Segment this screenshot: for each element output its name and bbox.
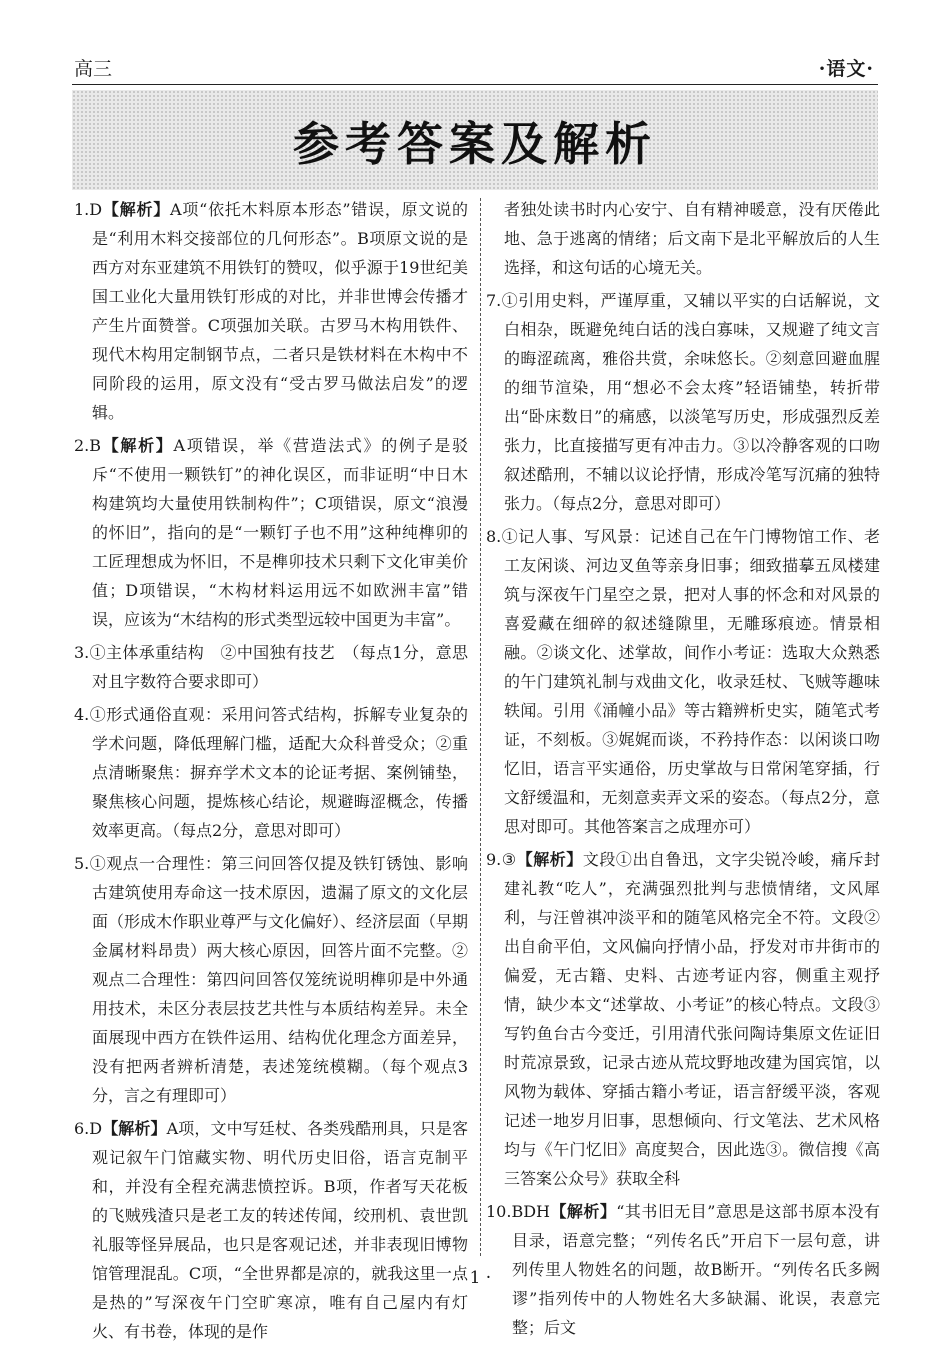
answer-choice: D	[89, 1119, 103, 1138]
answer-item	[74, 638, 468, 696]
answer-text: A项错误，举《营造法式》的例子是驳斥“不使用一颗铁钉”的神化误区，而非证明“中日木构建筑均大量使用铁制构件”；C项错误，原文“浪漫的怀旧”，指向的是“一颗钉子也不用”这种纯榫卯的工匠理想成为怀旧，不是榫卯技术只剩下文化审美价值；D项错误，“木构材料运用远不如欧洲丰富”错误，应该为“木结构的形式类型远较中国更为丰富”。	[92, 436, 468, 629]
answer-number: 3.	[74, 643, 90, 662]
answer-number: 1.	[74, 200, 90, 219]
answer-item	[486, 522, 880, 841]
answer-item	[486, 195, 880, 282]
answer-number: 6.	[74, 1119, 90, 1138]
answer-item	[74, 431, 468, 634]
analysis-tag: 【解析】	[550, 1202, 617, 1221]
answer-number: 10.	[486, 1202, 512, 1221]
right-column	[486, 195, 880, 1337]
subject-label: ·语文·	[818, 58, 874, 80]
answer-text: ①引用史料，严谨厚重，又辅以平实的白话解说，文白相杂，既避免纯白话的浅白寡味，又规避了纯文言的晦涩疏离，雅俗共赏，余味悠长。②刻意回避血腥的细节渲染，用“想必不会太疼”轻语铺垫，转折带出“卧床数日”的痛感，以淡笔写历史，形成强烈反差张力，比直接描写更有冲击力。③以冷静客观的口吻叙述酷刑，不辅以议论抒情，形成冷笔写沉痛的独特张力。（每点2分，意思对即可）	[501, 291, 880, 513]
answer-item	[486, 286, 880, 518]
answer-text: “其书旧无目”意思是这部书原本没有目录，语意完整；“列传名氏”开启下一层句意，讲列传里人物姓名的问题，故B断开。“列传名氏多阙谬”指列传中的人物姓名大多缺漏、讹误，表意完整；后文	[512, 1202, 880, 1337]
grade-label: 高三	[74, 58, 113, 80]
left-column	[74, 195, 469, 1341]
page-title: 参考答案及解析	[293, 117, 657, 171]
page-number: · 1 ·	[458, 1268, 492, 1288]
answer-item	[74, 1114, 468, 1346]
answer-number: 7.	[486, 291, 502, 310]
column-divider	[480, 198, 481, 1256]
answer-text: ①观点一合理性：第三问回答仅提及铁钉锈蚀、影响古建筑使用寿命这一技术原因，遗漏了原文的文化层面（形成木作职业尊严与文化偏好）、经济层面（早期金属材料昂贵）两大核心原因，回答片面不完整。②观点二合理性：第四问回答仅笼统说明榫卯是中外通用技术，未区分表层技艺共性与本质结构差异。未全面展现中西方在铁件运用、结构优化理念方面差异，没有把两者辨析清楚，表述笼统模糊。（每个观点3分，言之有理即可）	[89, 854, 469, 1105]
analysis-tag: 【解析】	[101, 436, 174, 455]
answer-text: 者独处读书时内心安宁、自有精神暖意，没有厌倦此地、急于逃离的情绪；后文南下是北平解放后的人生选择，和这句话的心境无关。	[504, 200, 880, 277]
answer-text: 文段①出自鲁迅，文字尖锐冷峻，痛斥封建礼教“吃人”，充满强烈批判与悲愤情绪，文风犀利，与汪曾祺冲淡平和的随笔风格完全不符。文段②出自俞平伯，文风偏向抒情小品，抒发对市井街市的偏爱，无古籍、史料、古迹考证内容，侧重主观抒情，缺少本文“述掌故、小考证”的核心特点。文段③写钓鱼台古今变迁，引用清代张问陶诗集原文佐证旧时荒凉景致，记录古迹从荒坟野地改建为国宾馆，以风物为载体、穿插古籍小考证，语言舒缓平淡，客观记述一地岁月旧事，思想倾向、行文笔法、艺术风格均与《午门忆旧》高度契合，因此选③。微信搜《高三答案公众号》获取全科	[504, 850, 880, 1188]
answer-choice: B	[89, 436, 102, 455]
title-banner	[72, 90, 878, 190]
answer-text: ①形式通俗直观：采用问答式结构，拆解专业复杂的学术问题，降低理解门槛，适配大众科普受众；②重点清晰聚焦：摒弃学术文本的论证考据、案例铺垫，聚焦核心问题，提炼核心结论，规避晦涩概念，传播效率更高。（每点2分，意思对即可）	[89, 705, 468, 840]
answer-item	[486, 845, 880, 1193]
answer-item	[74, 849, 468, 1110]
answer-choice: ③	[501, 850, 517, 869]
answer-number: 9.	[486, 850, 502, 869]
answer-number: 4.	[74, 705, 90, 724]
analysis-tag: 【解析】	[102, 1119, 167, 1138]
analysis-tag: 【解析】	[516, 850, 583, 869]
answer-item	[74, 700, 468, 845]
answer-choice: D	[89, 200, 103, 219]
answer-number: 2.	[74, 436, 90, 455]
answer-text: ①记人事、写风景：记述自己在午门博物馆工作、老工友闲谈、河边叉鱼等亲身旧事；细致描摹五凤楼建筑与深夜午门星空之景，把对人事的怀念和对风景的喜爱藏在细碎的叙述缝隙里，无雕琢痕迹。情景相融。②谈文化、述掌故，间作小考证：选取大众熟悉的午门建筑礼制与戏曲文化，收录廷杖、飞贼等趣味轶闻。引用《涌幢小品》等古籍辨析史实，随笔式考证，不刻板。③娓娓而谈，不矜持作态：以闲谈口吻忆旧，语言平实通俗，历史掌故与日常闲笔穿插，行文舒缓温和，无刻意卖弄文采的姿态。（每点2分，意思对即可。其他答案言之成理亦可）	[501, 527, 880, 836]
answer-item	[74, 195, 468, 427]
answer-text: A项，文中写廷杖、各类残酷刑具，只是客观记叙午门馆藏实物、明代历史旧俗，语言克制平和，并没有全程充满悲愤控诉。B项，作者写天花板的飞贼残渣只是老工友的转述传闻，绞刑机、袁世凯礼服等怪异展品，也只是客观记述，并非表现旧博物馆管理混乱。C项，“全世界都是凉的，就我这里一点是热的”写深夜午门空旷寒凉，唯有自己屋内有灯火、有书卷，体现的是作	[92, 1119, 468, 1341]
answer-text: A项“依托木料原本形态”错误，原文说的是“利用木料交接部位的几何形态”。B项原文说的是西方对东亚建筑不用铁钉的赞叹，似乎源于19世纪美国工业化大量用铁钉形成的对比，并非世博会传播才产生片面赞誉。C项强加关联。古罗马木构用铁件、现代木构用定制钢节点，二者只是铁材料在木构中不同阶段的运用，原文没有“受古罗马做法启发”的逻辑。	[92, 200, 468, 422]
answer-number: 8.	[486, 527, 502, 546]
answer-choice: BDH	[511, 1202, 550, 1221]
answer-text: ①主体承重结构 ②中国独有技艺 （每点1分，意思对且字数符合要求即可）	[89, 643, 468, 691]
answer-number: 5.	[74, 854, 90, 873]
page-header	[72, 54, 878, 85]
analysis-tag: 【解析】	[102, 200, 171, 219]
